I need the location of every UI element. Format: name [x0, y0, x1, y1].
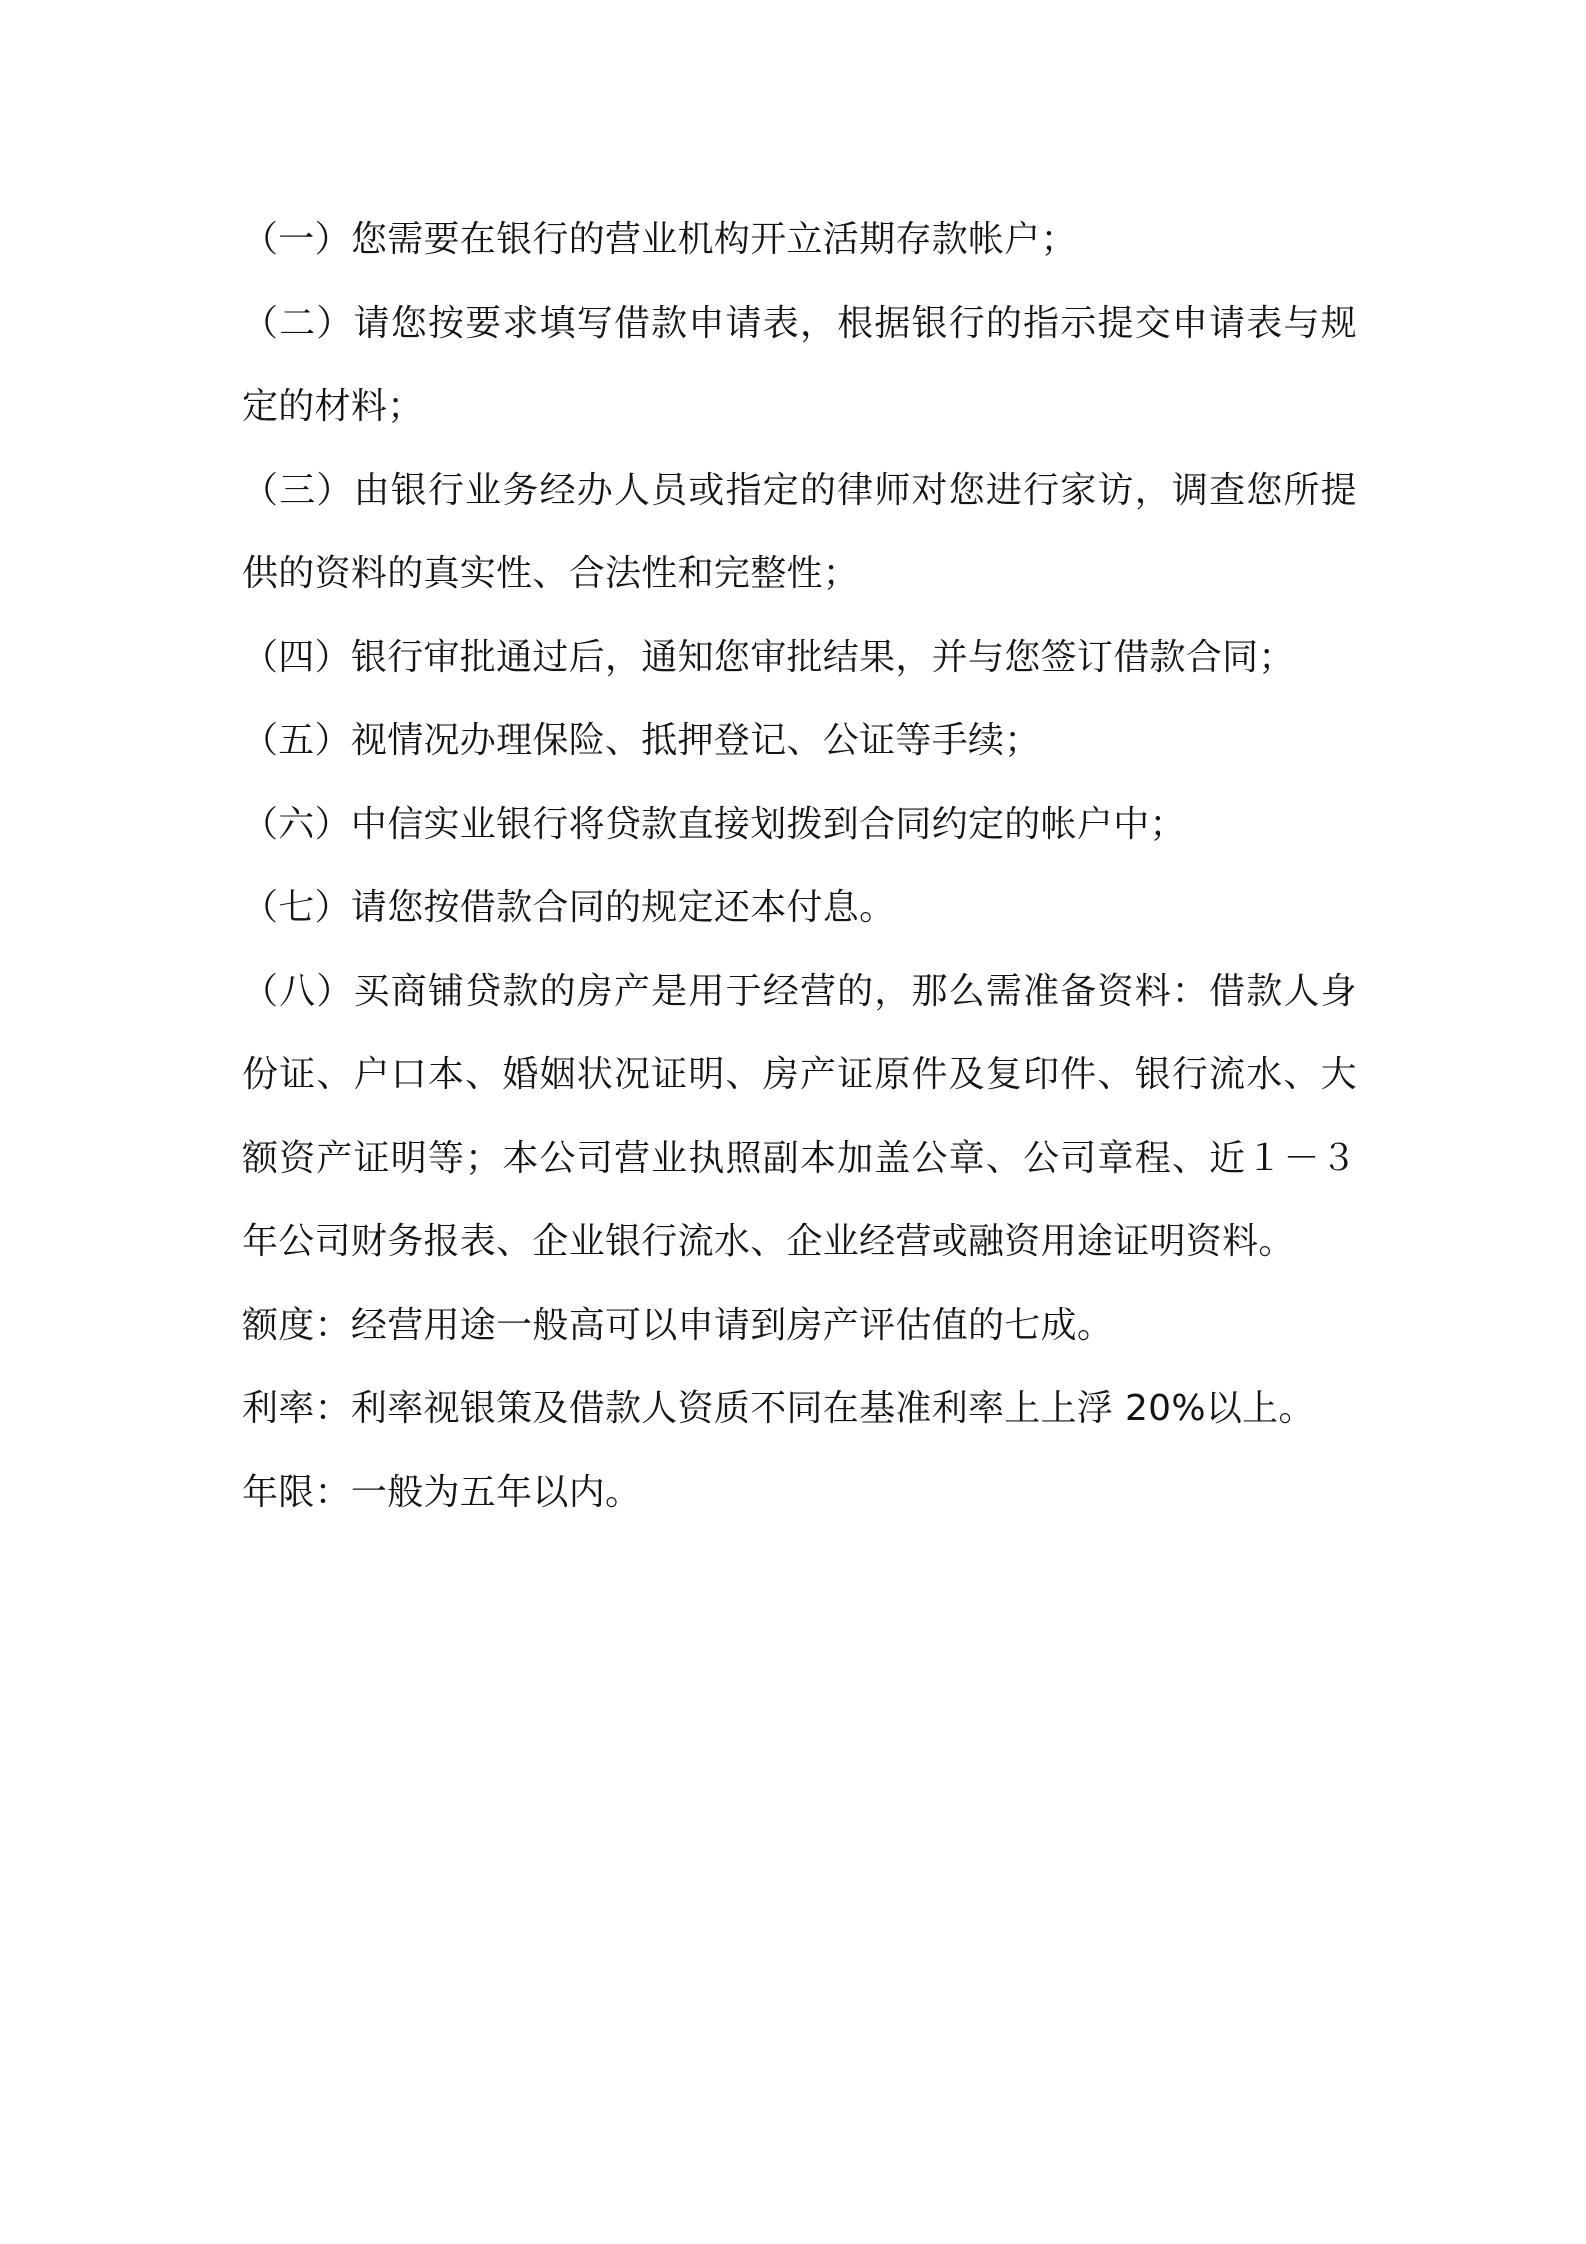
- loan-term-paragraph: 年限：一般为五年以内。: [242, 1471, 642, 1513]
- step-3-paragraph: （三）由银行业务经办人员或指定的律师对您进行家访，调查您所提供的资料的真实性、合法性和完整性；: [242, 469, 1357, 594]
- step-7-paragraph: （七）请您按借款合同的规定还本付息。: [242, 887, 896, 928]
- step-1-paragraph: （一）您需要在银行的营业机构开立活期存款帐户；: [242, 219, 1077, 260]
- step-5-paragraph: （五）视情况办理保险、抵押登记、公证等手续；: [242, 720, 1041, 761]
- step-6-paragraph: （六）中信实业银行将贷款直接划拨到合同约定的帐户中；: [242, 803, 1186, 845]
- step-8-paragraph: （八）买商铺贷款的房产是用于经营的，那么需准备资料：借款人身份证、户口本、婚姻状况证明、房产证原件及复印件、银行流水、大额资产证明等；本公司营业执照副本加盖公章、公司章程、近１－３年公司财务报表、企业银行流水、企业经营或融资用途证明资料。: [242, 970, 1357, 1262]
- loan-amount-paragraph: 额度：经营用途一般高可以申请到房产评估值的七成。: [242, 1304, 1114, 1346]
- interest-rate-paragraph: 利率：利率视银策及借款人资质不同在基准利率上上浮 20%以上。: [242, 1388, 1315, 1429]
- step-2-paragraph: （二）请您按要求填写借款申请表，根据银行的指示提交申请表与规定的材料；: [242, 302, 1357, 427]
- step-4-paragraph: （四）银行审批通过后，通知您审批结果，并与您签订借款合同；: [242, 636, 1295, 678]
- document-body: [242, 198, 1357, 1534]
